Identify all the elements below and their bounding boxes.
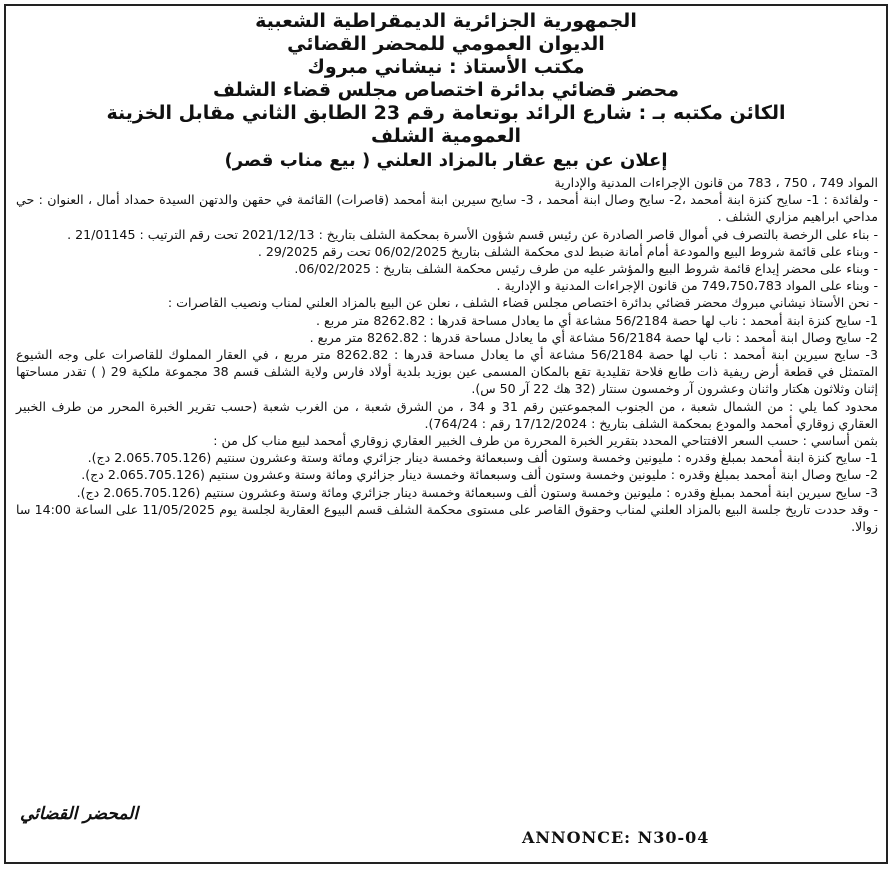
paragraph-price-2: 2- سايح وصال ابنة أمحمد بمبلغ وقدره : مليونين وخمسة وستون ألف وسبعمائة وخمسة دينار جزائري ومائة وستة وعشرون سنتيم (2.065.705.126 دج). (81, 467, 878, 483)
paragraph-boundaries: محدود كما يلي : من الشمال شعبة ، من الجنوب المجموعتين رقم 31 و 34 ، من الشرق شعبة ، من الغرب شعبة (حسب تقرير الخبرة المحرر من طرف الخبير العقاري زوقاري أمحمد والمودع بمحكمة الشلف بتاريخ : 17/12/2024 رقم : 764/24). (16, 398, 879, 431)
paragraph-beneficiaries: - ولفائدة : 1- سايح كنزة ابنة أمحمد ،2- سايح وصال ابنة أمحمد ، 3- سايح سيرين ابنة أمحمد (قاصرات) القائمة في حقهن والدتهن السيدة حمداد أمال ، العنوان : حي مداحي ابراهيم مزاري الشلف . (16, 192, 878, 225)
paragraph-deposit-record: - وبناء على محضر إيداع قائمة شروط البيع والمؤشر عليه من طرف رئيس محكمة الشلف بتاريخ : 06/02/2025. (294, 261, 878, 277)
paragraph-price-3: 3- سايح سيرين ابنة أمحمد بمبلغ وقدره : مليونين وخمسة وستون ألف وسبعمائة وخمسة دينار جزائري ومائة وستة وعشرون سنتيم (2.065.705.126 دج). (76, 484, 878, 500)
paragraph-sale-conditions: - وبناء على قائمة شروط البيع والمودعة أمام أمانة ضبط لدى محكمة الشلف بتاريخ 06/02/2025 تحت رقم 29/2025 . (257, 243, 878, 259)
annonce-number: ANNONCE: N30-04 (522, 828, 710, 847)
paragraph-articles: - وبناء على المواد 749،750،783 من قانون الإجراءات المدنية و الإدارية . (496, 278, 878, 294)
header-line-address: الكائن مكتبه بـ : شارع الرائد بوتعامة رقم 23 الطابق الثاني مقابل الخزينة (106, 102, 786, 124)
paragraph-share-2: 2- سايح وصال ابنة أمحمد : ناب لها حصة 56/2184 مشاعة أي ما يعادل مساحة قدرها : 8262.82 متر مربع . (309, 329, 878, 345)
paragraph-announcement: - نحن الأستاذ نيشاني مبروك محضر قضائي بدائرة اختصاص مجلس قضاء الشلف ، نعلن عن البيع بالمزاد العلني لمناب ونصيب القاصرات : (167, 295, 878, 311)
header-line-address-cont: العمومية الشلف (370, 125, 522, 147)
signature: المحضر القضائي (20, 804, 139, 824)
paragraph-license: - بناء على الرخصة بالتصرف في أموال قاصر الصادرة عن رئيس قسم شؤون الأسرة بمحكمة الشلف بتاريخ : 2021/12/13 تحت رقم الترتيب : 21/01145 . (67, 226, 878, 242)
paragraph-session-date: - وقد حددت تاريخ جلسة البيع بالمزاد العلني لمناب وحقوق القاصر على مستوى محكمة الشلف قسم البيوع العقارية لجلسة يوم 11/05/2025 على الساعة 14:00 سا زوالا. (16, 501, 878, 535)
paragraph-base-price: بثمن أساسي : حسب السعر الافتتاحي المحدد بتقرير الخبرة المحررة من طرف الخبير العقاري زوقاري أمحمد لبيع مناب كل من : (213, 433, 878, 449)
legal-notice (10, 10, 882, 535)
header-line-bailiff-name: مكتب الأستاذ : نيشاني مبروك (307, 56, 585, 78)
paragraph-share-3: 3- سايح سيرين ابنة أمحمد : ناب لها حصة 56/2184 مشاعة أي ما يعادل مساحة قدرها : 8262.82 متر مربع ، في العقار المملوك للقاصرات على وجه الشيوع المتمثل في قطعة أرض ريفية ذات طابع فلاحة تقليدية تقع بالمكان المسمى عين بوزيد بلدية أولاد فارس ولاية الشلف قسم 38 مجموعة ملكية 29 ( ) تقدر مساحتها إثنان وثلاثون هكتار واثنان وعشرون آر وخمسون سنتار (32 هك 22 آر 50 س). (16, 347, 878, 397)
paragraph-price-1: 1- سايح كنزة ابنة أمحمد بمبلغ وقدره : مليونين وخمسة وستون ألف وسبعمائة وخمسة دينار جزائري ومائة وستة وعشرون سنتيم (2.065.705.126 دج). (87, 450, 878, 466)
notice-body (10, 174, 882, 535)
notice-title: إعلان عن بيع عقار بالمزاد العلني ( بيع مناب قصر) (224, 150, 668, 171)
header-line-republic: الجمهورية الجزائرية الديمقراطية الشعبية (255, 10, 637, 32)
header-line-office: الديوان العمومي للمحضر القضائي (287, 33, 605, 55)
header-line-jurisdiction: محضر قضائي بدائرة اختصاص مجلس قضاء الشلف (213, 79, 679, 101)
paragraph-legal-articles: المواد 749 ، 750 ، 783 من قانون الإجراءات المدنية والإدارية (554, 175, 878, 190)
paragraph-share-1: 1- سايح كنزة ابنة أمحمد : ناب لها حصة 56/2184 مشاعة أي ما يعادل مساحة قدرها : 8262.82 متر مربع . (315, 312, 878, 328)
